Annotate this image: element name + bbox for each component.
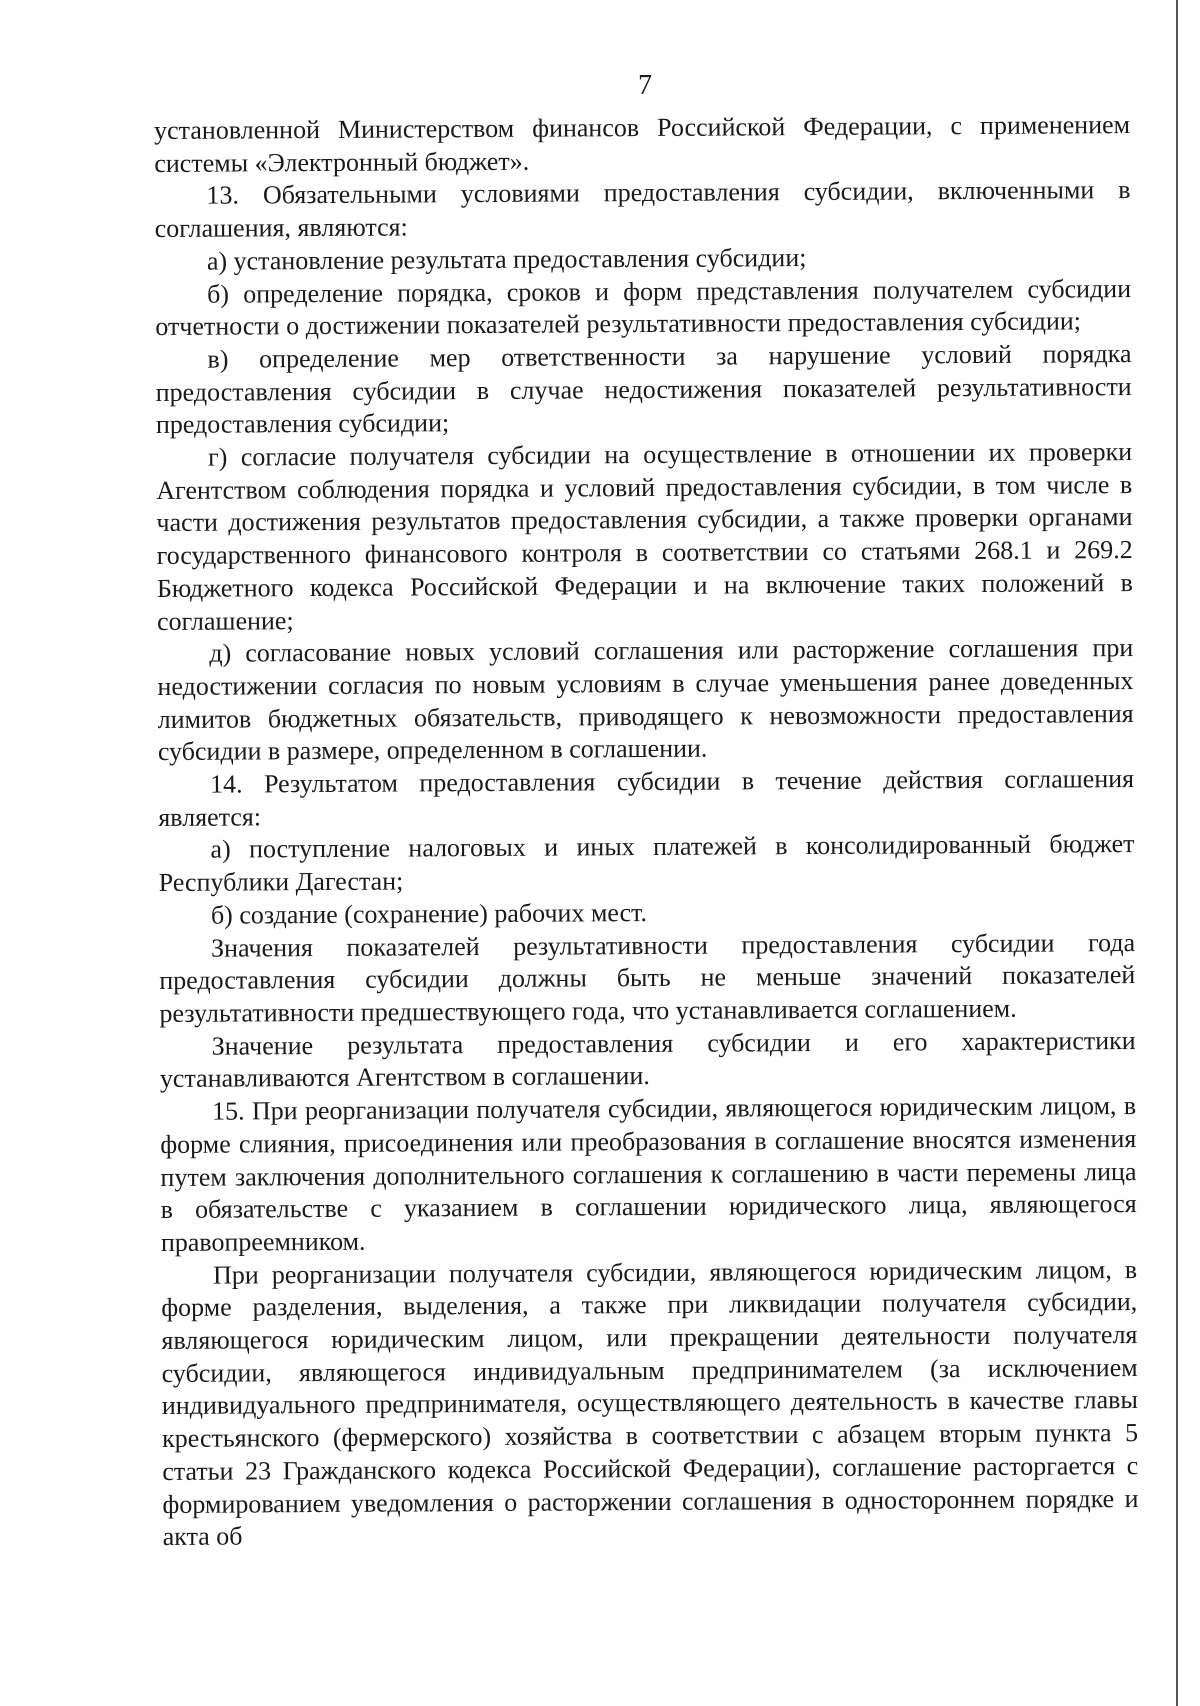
paragraph-13v: в) определение мер ответственности за нарушение условий порядка предоставления субсидии в случае недостижения показателей результативности предоставления субсидии; xyxy=(155,338,1132,440)
paragraph-13a: а) установление результата предоставления субсидии; xyxy=(206,242,807,276)
paragraph-14a: а) поступление налоговых и иных платежей в консолидированный бюджет Республики Дагестан; xyxy=(158,829,1135,898)
paragraph-item-15: 15. При реорганизации получателя субсидии, являющегося юридическим лицом, в форме слияния, присоединения или преобразования в соглашение вносятся изменения путем заключения дополнительного соглашения к соглашению в части перемены лица в обязательстве с указанием в соглашении юридического лица, являющегося правопреемником. xyxy=(160,1091,1137,1257)
paragraph-item-13: 13. Обязательными условиями предоставления субсидии, включенными в соглашения, являются: xyxy=(154,175,1131,244)
document-body xyxy=(154,109,1139,1554)
paragraph-13d: д) согласование новых условий соглашения или расторжение соглашения при недостижении согласия по новым условиям в случае уменьшения ранее доведенных лимитов бюджетных обязательств, приводящего к невозможности предоставления субсидии в размере, определенном в соглашении. xyxy=(157,633,1134,767)
page-number: 7 xyxy=(638,70,652,101)
paragraph-result-value: Значение результата предоставления субсидии и его характеристики устанавливаются Агентством в соглашении. xyxy=(159,1025,1136,1094)
paragraph-continuation: установленной Министерством финансов Российской Федерации, с применением системы «Электронный бюджет». xyxy=(154,110,1131,178)
paragraph-13b: б) определение порядка, сроков и форм представления получателем субсидии отчетности о достижении показателей результативности предоставления субсидии; xyxy=(155,273,1132,342)
paragraph-indicator-values: Значения показателей результативности предоставления субсидии года предоставления субсидии должны быть не меньше значений показателей результативности предшествующего года, что устанавливается соглашением. xyxy=(159,927,1136,1028)
paragraph-14b: б) создание (сохранение) рабочих мест. xyxy=(210,897,648,930)
paragraph-reorganization: При реорганизации получателя субсидии, являющегося юридическим лицом, в форме разделения, выделения, а также при ликвидации получателя субсидии, являющегося юридическим лицом, или прекращении деятельности получателя субсидии, являющегося индивидуальным предпринимателем (за исключением индивидуального предпринимателя, осуществляющего деятельность в качестве главы крестьянского (фермерского) хозяйства в соответствии с абзацем вторым пункта 5 статьи 23 Гражданского кодекса Российской Федерации), соглашение расторгается с формированием уведомления о расторжении соглашения в одностороннем порядке и акта об xyxy=(161,1254,1139,1552)
paragraph-13g: г) согласие получателя субсидии на осуществление в отношении их проверки Агентством соблюдения порядка и условий предоставления субсидии, в том числе в части достижения результатов предоставления субсидии, а также проверки органами государственного финансового контроля в соответствии со статьями 268.1 и 269.2 Бюджетного кодекса Российской Федерации и на включение таких положений в соглашение; xyxy=(156,437,1133,636)
paragraph-item-14: 14. Результатом предоставления субсидии в течение действия соглашения является: xyxy=(158,764,1135,832)
scan-edge-line xyxy=(1176,0,1178,1706)
